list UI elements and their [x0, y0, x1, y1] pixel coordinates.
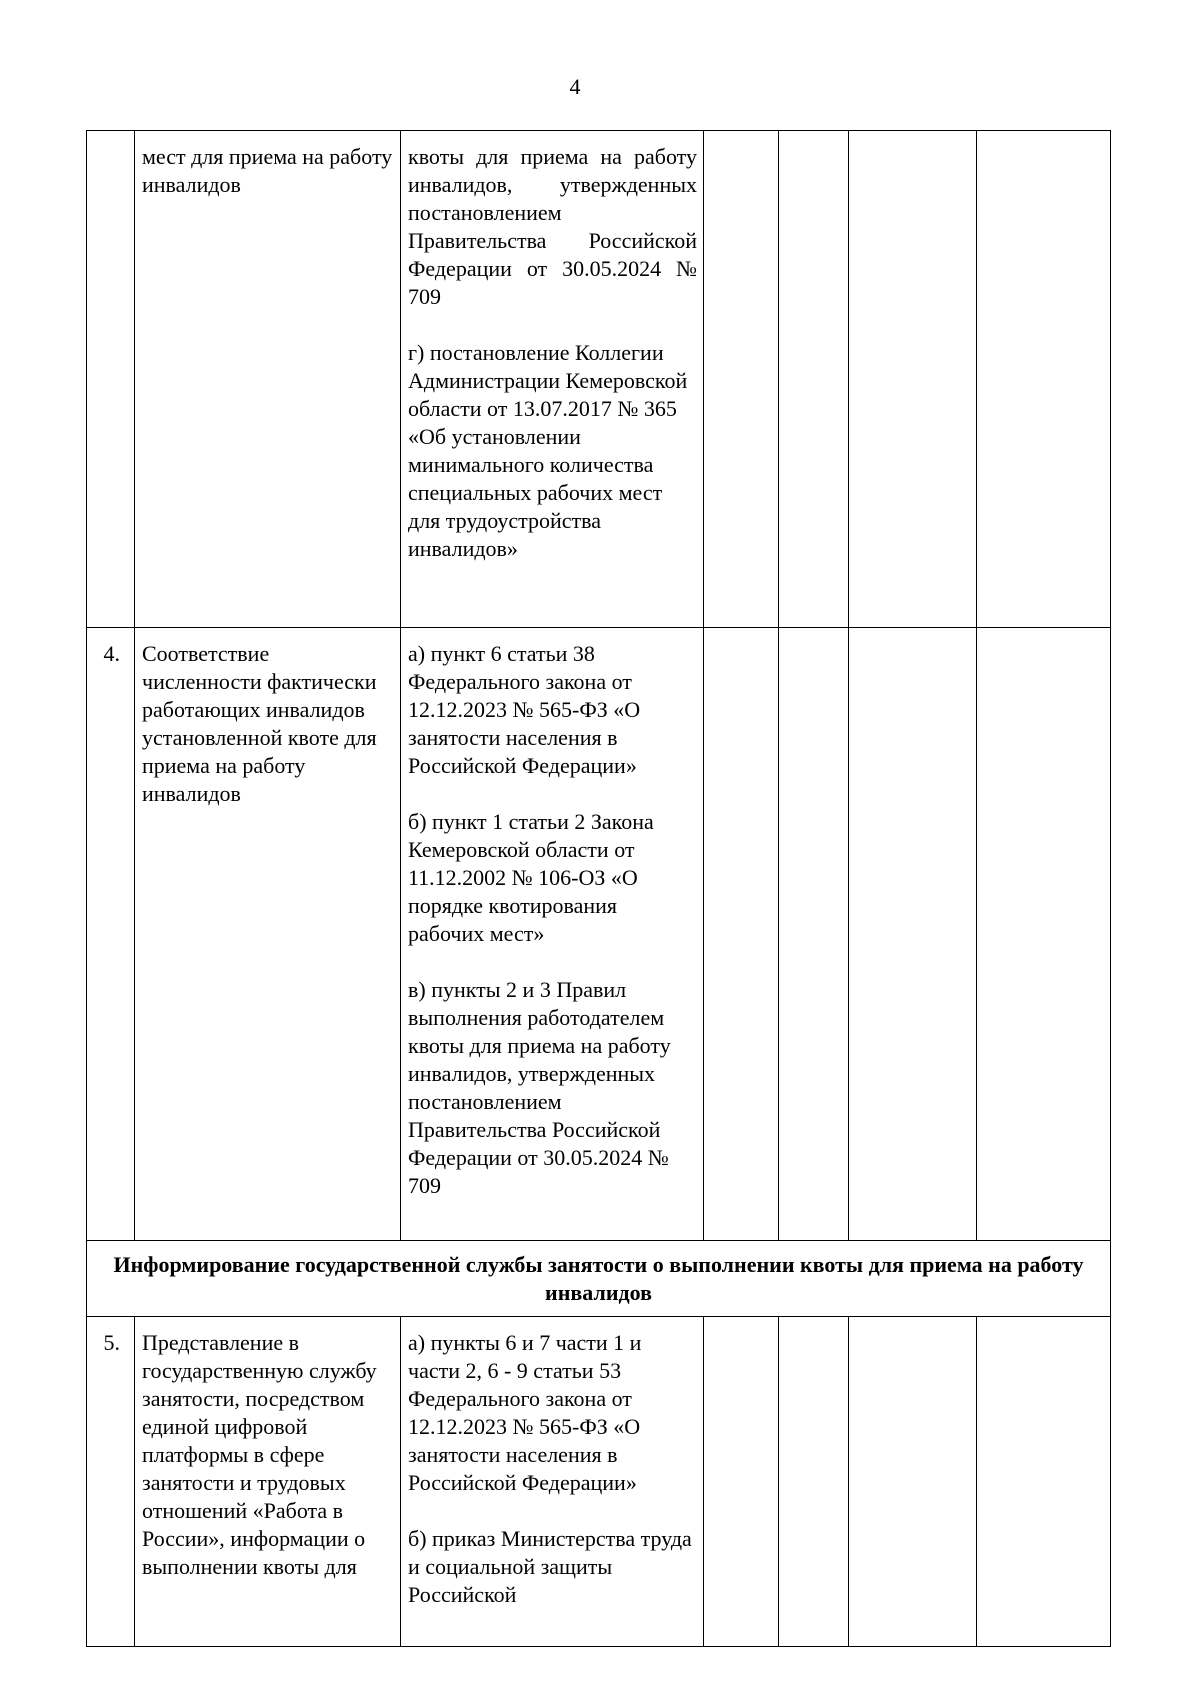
legal-basis-item: в) пункты 2 и 3 Правил выполнения работодателем квоты для приема на работу инвалидов, утвержденных постановлением Правительства Российской Федерации от 30.05.2024 № 709: [408, 977, 671, 1198]
row-number: 5.: [87, 1317, 135, 1647]
answer-yes-cell[interactable]: [704, 628, 779, 1241]
requirement-cell: мест для приема на работу инвалидов: [135, 131, 401, 628]
answer-yes-cell[interactable]: [704, 131, 779, 628]
answer-no-cell[interactable]: [779, 131, 849, 628]
legal-basis-cell: [401, 131, 704, 628]
row-number: 4.: [87, 628, 135, 1241]
answer-not-applicable-cell[interactable]: [849, 131, 977, 628]
legal-basis-item: а) пункт 6 статьи 38 Федерального закона от 12.12.2023 № 565-ФЗ «О занятости населения в Российской Федерации»: [408, 641, 641, 778]
answer-no-cell[interactable]: [779, 1317, 849, 1647]
section-heading-row: [87, 1241, 1111, 1317]
section-heading: Информирование государственной службы занятости о выполнении квоты для приема на работу инвалидов: [87, 1241, 1111, 1317]
table-row: [87, 1317, 1111, 1647]
legal-basis-cell: [401, 628, 704, 1241]
table-row: [87, 628, 1111, 1241]
answer-yes-cell[interactable]: [704, 1317, 779, 1647]
page-number: 4: [569, 74, 581, 99]
answer-not-applicable-cell[interactable]: [849, 628, 977, 1241]
legal-basis-cell: [401, 1317, 704, 1647]
row-number: [87, 131, 135, 628]
answer-not-applicable-cell[interactable]: [849, 1317, 977, 1647]
notes-cell[interactable]: [977, 628, 1111, 1241]
legal-basis-item: г) постановление Коллегии Администрации Кемеровской области от 13.07.2017 № 365 «Об установлении минимального количества специальных рабочих мест для трудоустройства инвалидов»: [408, 340, 688, 561]
notes-cell[interactable]: [977, 1317, 1111, 1647]
legal-basis-item: б) пункт 1 статьи 2 Закона Кемеровской области от 11.12.2002 № 106-ОЗ «О порядке квотирования рабочих мест»: [408, 809, 654, 946]
checklist-table-container: [86, 130, 1110, 1647]
legal-basis-item: а) пункты 6 и 7 части 1 и части 2, 6 - 9 статьи 53 Федерального закона от 12.12.2023 № 565-ФЗ «О занятости населения в Российской Федерации»: [408, 1330, 642, 1495]
answer-no-cell[interactable]: [779, 628, 849, 1241]
table-row: [87, 131, 1111, 628]
checklist-table: [86, 130, 1111, 1647]
requirement-cell: Представление в государственную службу занятости, посредством единой цифровой платформы в сфере занятости и трудовых отношений «Работа в России», информации о выполнении квоты для: [135, 1317, 401, 1647]
legal-basis-item: квоты для приема на работу инвалидов, утвержденных постановлением Правительства Российской Федерации от 30.05.2024 № 709: [408, 144, 697, 309]
legal-basis-item: б) приказ Министерства труда и социальной защиты Российской: [408, 1526, 692, 1607]
requirement-cell: Соответствие численности фактически работающих инвалидов установленной квоте для приема на работу инвалидов: [135, 628, 401, 1241]
notes-cell[interactable]: [977, 131, 1111, 628]
